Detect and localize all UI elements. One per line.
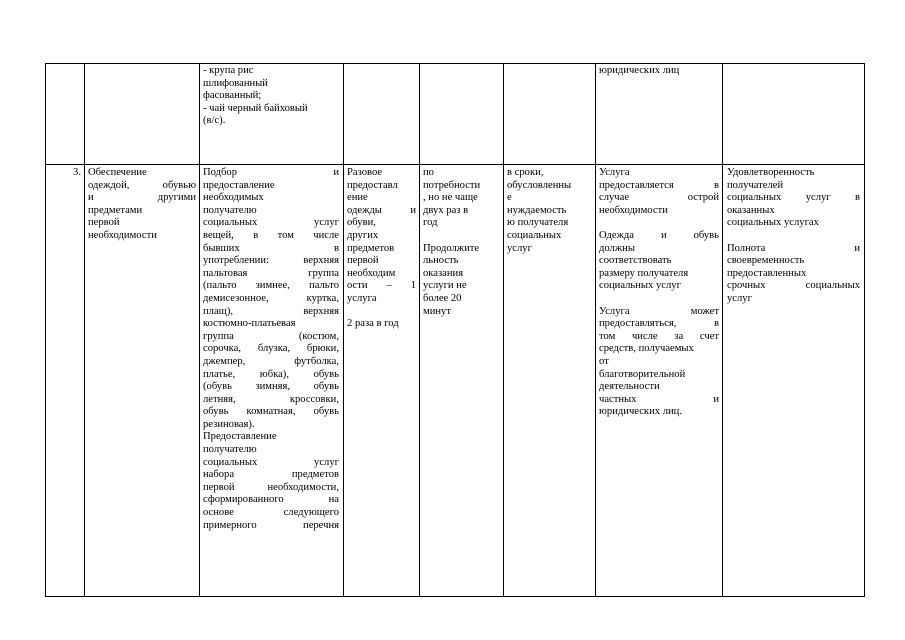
col-border — [84, 63, 85, 596]
row-separator — [45, 164, 865, 165]
col-border — [45, 63, 46, 596]
top-row-product-list: - крупа рис шлифованный фасованный; - чай черный байховый (в/с). — [203, 65, 308, 127]
col-border — [419, 63, 420, 596]
row-number: 3. — [73, 167, 81, 178]
service-deadline: в сроки, обусловленны е нуждаемость ю получателя социальных услуг — [507, 167, 572, 254]
service-description: Подбор и предоставление необходимых получателю социальных услуг вещей, в том числе бывших в употреблении: верхняя пальтовая группа (пальто зимнее, пальто демисезонное, куртка, плащ), верхняя костюмно-платьевая группа (костюм, сорочка, блузка, брюки, джемпер, футболка, платье, юбка), обувь (обувь зимняя, обувь летняя, кроссовки, обувь комнатная, обувь резиновая). Предоставление получателю социальных услуг набора предметов первой необходимости, сформированного на основе следующего примерного перечня — [203, 167, 339, 531]
service-quality: Удовлетворенность получателей социальных услуг в оказанных социальных услугах Полнота и своевременность предоставленных срочных социальных услуг — [727, 167, 860, 304]
col-border — [503, 63, 504, 596]
col-border — [199, 63, 200, 596]
service-volume: Разовое предоставл ение одежды и обуви, других предметов первой необходим ости – 1 услуга 2 раза в год — [347, 167, 416, 330]
service-name: Обеспечение одеждой, обувью и другими предметами первой необходимости — [88, 167, 196, 241]
service-term: по потребности , но не чаще двух раз в год Продолжите льность оказания услуги не более 20 минут — [423, 167, 481, 317]
service-conditions: Услуга предоставляется в случае острой необходимости Одежда и обувь должны соответствовать размеру получателя социальных услуг Услуга может предоставляться, в том числе за счет средств, получаемых от благотворительной деятельности частных и юридических лиц. — [599, 167, 719, 418]
table-bottom-border — [45, 596, 865, 597]
col-border — [595, 63, 596, 596]
col-border — [864, 63, 865, 596]
col-border — [722, 63, 723, 596]
col-border — [343, 63, 344, 596]
top-row-conditions: юридических лиц — [599, 65, 680, 76]
table-top-border — [45, 63, 865, 64]
